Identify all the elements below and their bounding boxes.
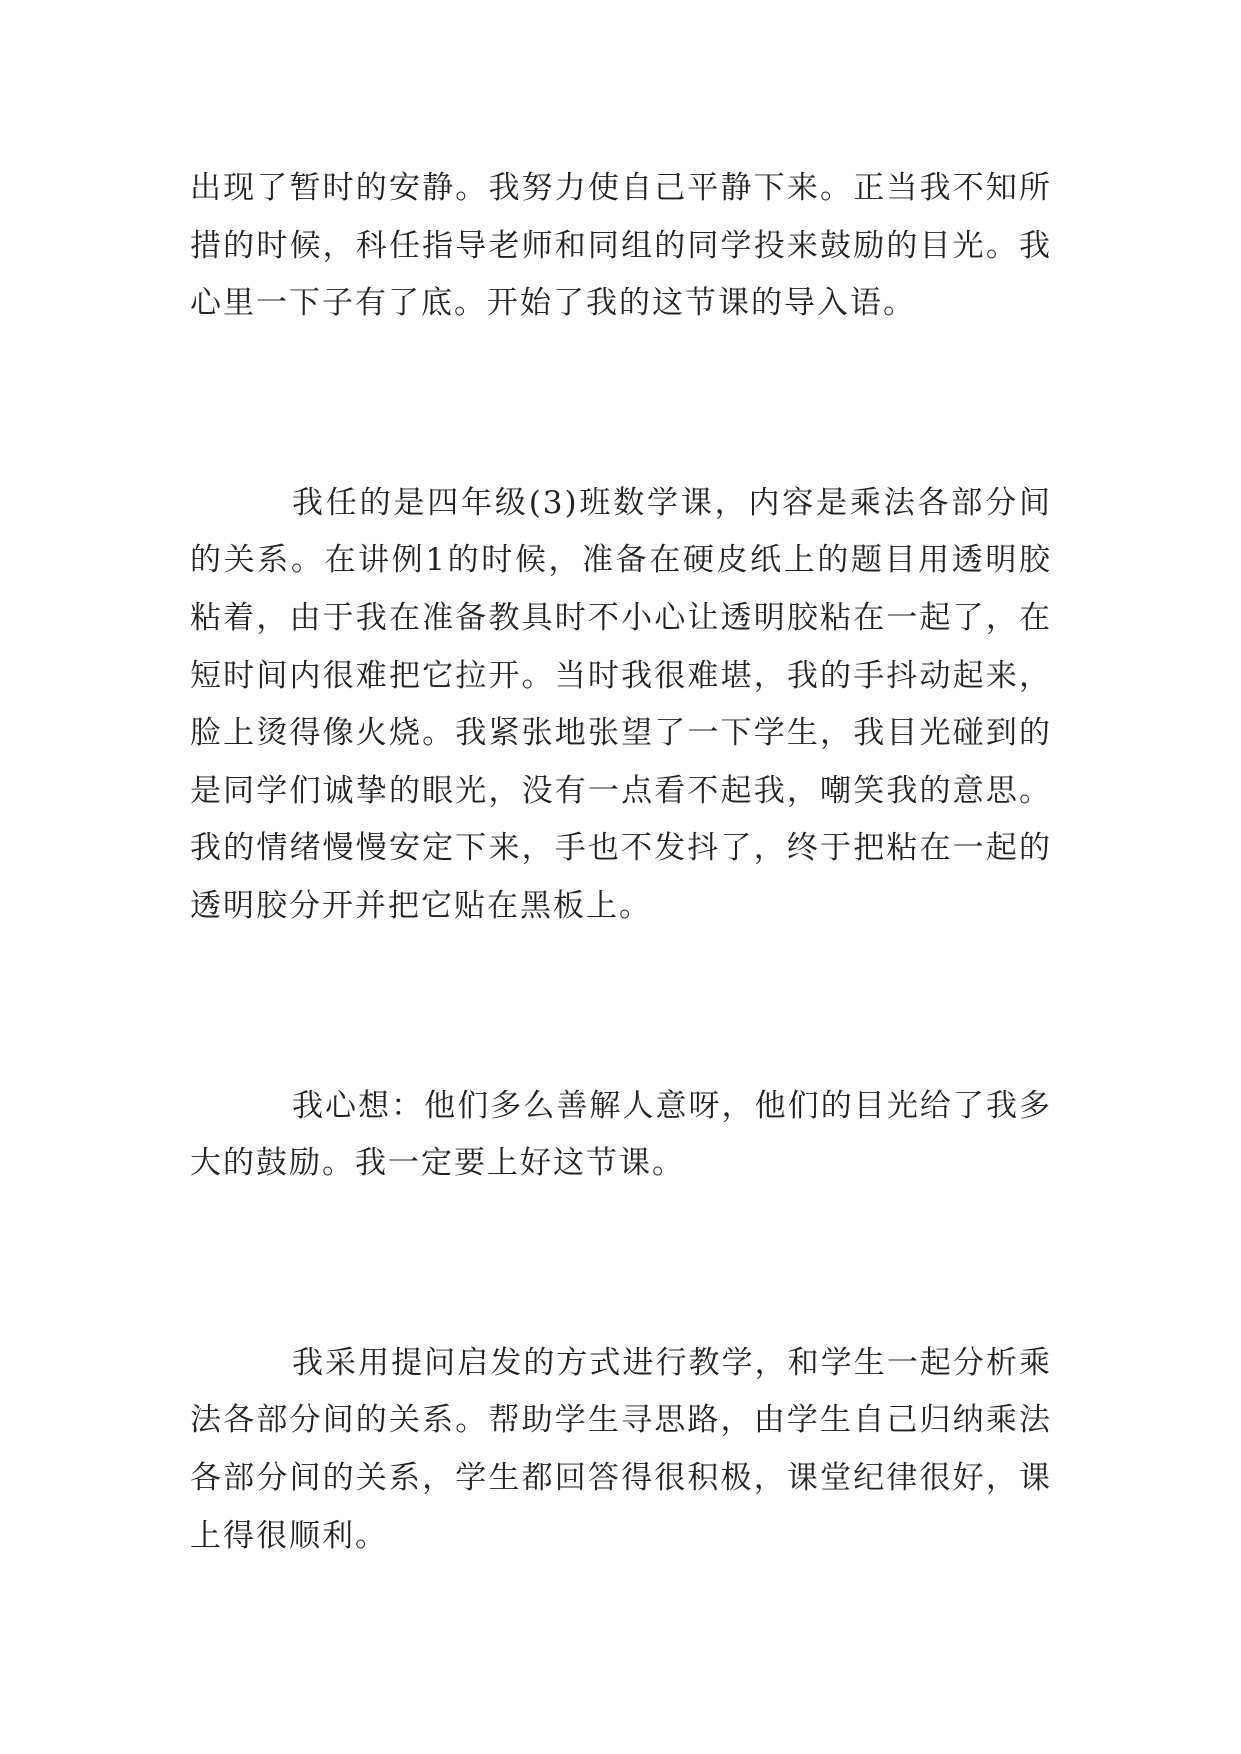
paragraph-2: 我任的是四年级(3)班数学课，内容是乘法各部分间的关系。在讲例1的时候，准备在硬皮纸上的题目用透明胶粘着，由于我在准备教具时不小心让透明胶粘在一起了，在短时间内很难把它拉开。当时我很难堪，我的手抖动起来，脸上烫得像火烧。我紧张地张望了一下学生，我目光碰到的是同学们诚挚的眼光，没有一点看不起我，嘲笑我的意思。我的情绪慢慢安定下来，手也不发抖了，终于把粘在一起的透明胶分开并把它贴在黑板上。: [190, 484, 1052, 924]
paragraph-3: 我心想：他们多么善解人意呀，他们的目光给了我多大的鼓励。我一定要上好这节课。: [190, 1087, 1052, 1182]
document-body: [190, 160, 1052, 1565]
paragraph-4: 我采用提问启发的方式进行教学，和学生一起分析乘法各部分间的关系。帮助学生寻思路，由学生自己归纳乘法各部分间的关系，学生都回答得很积极，课堂纪律很好，课上得很顺利。: [190, 1344, 1052, 1554]
paragraph-1: 出现了暂时的安静。我努力使自己平静下来。正当我不知所措的时候，科任指导老师和同组的同学投来鼓励的目光。我心里一下子有了底。开始了我的这节课的导入语。: [190, 170, 1052, 322]
